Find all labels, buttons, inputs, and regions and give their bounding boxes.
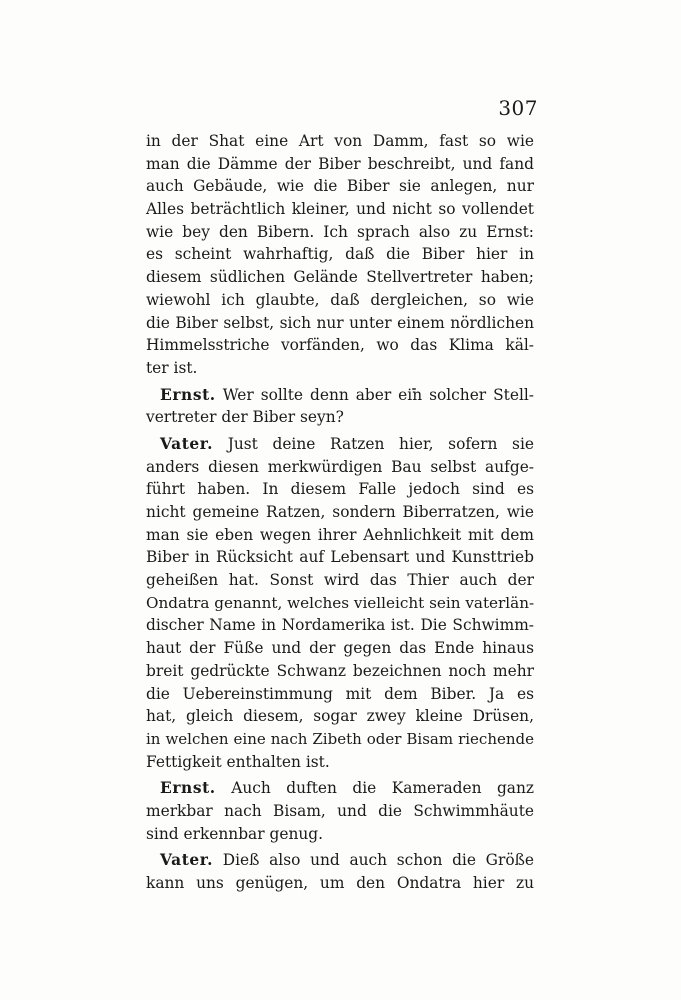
- line-text: auch Gebäude, wie die Biber sie anlegen, nur: [146, 177, 534, 196]
- line-text: ter ist.: [146, 358, 198, 377]
- line-text: Wer sollte denn aber ein solcher Stell-: [222, 385, 534, 404]
- text-line: [146, 312, 534, 335]
- page-body-text: [146, 130, 534, 895]
- text-line: [146, 501, 534, 524]
- line-text: führt haben. In diesem Falle jedoch sind es: [146, 480, 534, 499]
- line-text: anders diesen merkwürdigen Bau selbst aufge-: [146, 457, 534, 476]
- line-text: in welchen eine nach Zibeth oder Bisam riechende: [146, 729, 534, 748]
- text-line: [146, 751, 534, 774]
- text-line: [146, 433, 534, 456]
- text-line: [146, 872, 534, 895]
- line-text: nicht gemeine Ratzen, sondern Biberratzen, wie: [146, 503, 534, 521]
- text-line: [146, 800, 534, 823]
- line-text: Ondatra genannt, welches vielleicht sein vaterlän-: [146, 593, 535, 612]
- line-text: wiewohl ich glaubte, daß dergleichen, so wie: [146, 290, 534, 309]
- line-text: Just deine Ratzen hier, sofern sie: [227, 434, 534, 453]
- line-text: sind erkennbar genug.: [146, 824, 324, 843]
- text-line: [146, 705, 534, 728]
- text-line: [146, 198, 534, 221]
- text-line: [146, 243, 534, 266]
- text-line: [146, 849, 534, 872]
- line-text: kann uns genügen, um den Ondatra hier zu: [146, 874, 534, 892]
- speaker-label: Vater.: [160, 851, 214, 870]
- text-line: [146, 660, 534, 683]
- line-text: hat, gleich diesem, sogar zwey kleine Drüsen,: [146, 707, 534, 726]
- speaker-label: Ernst.: [160, 385, 216, 404]
- line-text: geheißen hat. Sonst wird das Thier auch der: [146, 571, 534, 590]
- line-text: Himmelsstriche vorfänden, wo das Klima käl-: [146, 336, 534, 355]
- text-line: [146, 637, 534, 660]
- text-line: [146, 153, 534, 176]
- text-line: [146, 478, 534, 501]
- line-text: merkbar nach Bisam, und die Schwimmhäute: [146, 801, 534, 820]
- text-line: [146, 728, 534, 751]
- text-line: [146, 524, 534, 547]
- speaker-label: Ernst.: [160, 779, 216, 798]
- text-line: [146, 406, 534, 429]
- text-line: [146, 569, 534, 592]
- text-line: [146, 614, 534, 637]
- line-text: Alles beträchtlich kleiner, und nicht so vollendet: [146, 200, 534, 219]
- line-text: discher Name in Nordamerika ist. Die Schwimm-: [146, 616, 534, 635]
- text-line: [146, 384, 534, 407]
- text-line: [146, 289, 534, 312]
- line-text: in der Shat eine Art von Damm, fast so wie: [146, 132, 534, 150]
- text-line: [146, 683, 534, 706]
- line-text: Dieß also und auch schon die Größe: [222, 851, 534, 870]
- line-text: diesem südlichen Gelände Stellvertreter haben;: [146, 268, 534, 287]
- line-text: man die Dämme der Biber beschreibt, und fand: [146, 154, 534, 173]
- line-text: die Biber selbst, sich nur unter einem nördlichen: [146, 313, 534, 332]
- text-line: [146, 777, 534, 800]
- line-text: Fettigkeit enthalten ist.: [146, 752, 330, 771]
- text-line: [146, 334, 534, 357]
- line-text: wie bey den Bibern. Ich sprach also zu Ernst:: [146, 222, 534, 241]
- line-text: die Uebereinstimmung mit dem Biber. Ja es: [146, 684, 534, 703]
- line-text: Auch duften die Kameraden ganz: [231, 779, 534, 798]
- speaker-label: Vater.: [160, 434, 214, 453]
- text-line: [146, 823, 534, 846]
- page-number: 307: [498, 96, 538, 120]
- line-text: breit gedrückte Schwanz bezeichnen noch mehr: [146, 661, 534, 680]
- text-line: [146, 175, 534, 198]
- text-line: [146, 130, 534, 153]
- text-line: [146, 357, 534, 380]
- line-text: Biber in Rücksicht auf Lebensart und Kunsttrieb: [146, 548, 534, 567]
- line-text: es scheint wahrhaftig, daß die Biber hier in: [146, 245, 534, 264]
- text-line: [146, 221, 534, 244]
- text-line: [146, 546, 534, 569]
- line-text: vertreter der Biber seyn?: [146, 408, 344, 427]
- line-text: haut der Füße und der gegen das Ende hinaus: [146, 639, 534, 658]
- text-line: [146, 456, 534, 479]
- line-text: man sie eben wegen ihrer Aehnlichkeit mit dem: [146, 525, 534, 544]
- text-line: [146, 592, 534, 615]
- text-line: [146, 266, 534, 289]
